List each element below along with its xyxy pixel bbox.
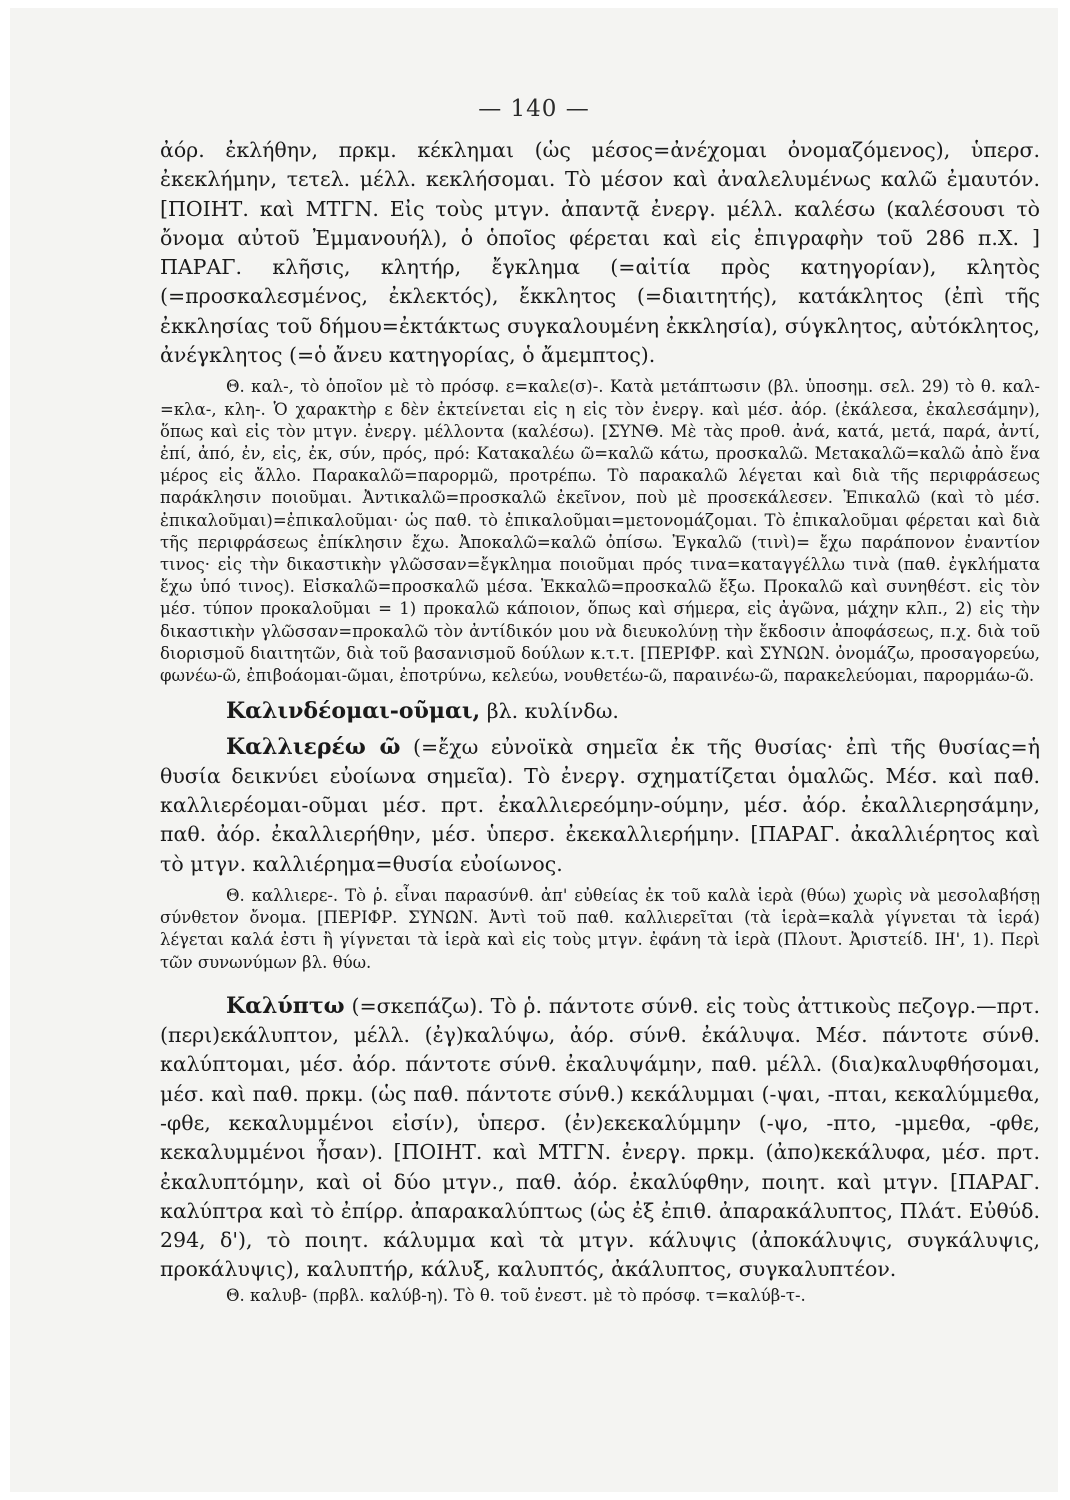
entry-kalindeomai-lemma: Καλινδέομαι-οῦμαι,	[226, 698, 481, 725]
entry-kalo-etymology-paragraph: Θ. καλ-, τὸ ὁποῖον μὲ τὸ πρόσφ. ε=καλε(σ)-. Κατὰ μετάπτωσιν (βλ. ὑποσημ. σελ. 29) τὸ θ. καλ-=κλα-, κλη-. Ὁ χαρακτὴρ ε δὲν ἐκτείνεται εἰς η εἰς τὸν ἐνεργ. καὶ μέσ. ἀόρ. (ἐκάλεσα, ἐκαλεσάμην), ὅπως καὶ εἰς τὸν μτγν. ἐνεργ. μέλλοντα (καλέσω). [ΣΥΝΘ. Μὲ τὰς προθ. ἀνά, κατά, μετά, παρά, ἀντί, ἐπί, ἀπό, ἐν, εἰς, ἐκ, σύν, πρός, πρό: Κατακαλέω ῶ=καλῶ κάτω, προσκαλῶ. Μετακαλῶ=καλῶ ἀπὸ ἕνα μέρος εἰς ἄλλο. Παρακαλῶ=παρορμῶ, προτρέπω. Τὸ παρακαλῶ λέγεται καὶ διὰ τῆς περιφράσεως παράκλησιν ποιοῦμαι. Ἀντικαλῶ=προσκαλῶ ἐκεῖνον, ποὺ μὲ προσεκάλεσεν. Ἐπικαλῶ (καὶ τὸ μέσ. ἐπικαλοῦμαι)=ἐπικαλοῦμαι· ὡς παθ. τὸ ἐπικαλοῦμαι=μετονομάζομαι. Τὸ ἐπικαλοῦμαι φέρεται καὶ διὰ τῆς περιφράσεως ἐπίκλησιν ἔχω. Ἀποκαλῶ=καλῶ ὀπίσω. Ἐγκαλῶ (τινὶ)= ἔχω παράπονον ἐναντίον τινος· εἰς τὴν δικαστικὴν γλῶσσαν=ἔγκλημα ποιοῦμαι πρός τινα=καταγγέλλω τινὰ (παθ. ἐγκλήματα ἔχω ὑπό τινος). Εἰσκαλῶ=προσκαλῶ μέσα. Ἐκκαλῶ=προσκαλῶ ἔξω. Προκαλῶ καὶ συνηθέστ. εἰς τὸν μέσ. τύπον προκαλοῦμαι = 1) προκαλῶ κάποιον, ὅπως καὶ σήμερα, εἰς ἀγῶνα, μάχην κλπ., 2) εἰς τὴν δικαστικὴν γλῶσσαν=προκαλῶ τὸν ἀντίδικόν μου νὰ διευκολύνῃ τὴν ἔκδοσιν ἀποφάσεως, π.χ. διὰ τοῦ διορισμοῦ διαιτητῶν, διὰ τοῦ βασανισμοῦ δούλων κ.τ.τ. [ΠΕΡΙΦΡ. καὶ ΣΥΝΩΝ. ὀνομάζω, προσαγορεύω, φωνέω-ῶ, ἐπιβοάομαι-ῶμαι, ἐποτρύνω, κελεύω, νουθετέω-ῶ, παραινέω-ῶ, παρακελεύομαι, παρορμάω-ῶ.	[160, 377, 1040, 686]
page-number: — 140 —	[478, 96, 590, 122]
entry-kalypto-etymology-paragraph: Θ. καλυβ- (πρβλ. καλύβ-η). Τὸ θ. τοῦ ἐνεστ. μὲ τὸ πρόσφ. τ=καλύβ-τ-.	[226, 1285, 806, 1305]
entry-kalindeomai	[160, 697, 1040, 726]
entry-kalliereo-etymology-paragraph: Θ. καλλιερε-. Τὸ ῥ. εἶναι παρασύνθ. ἀπ' εὐθείας ἐκ τοῦ καλὰ ἱερὰ (θύω) χωρὶς νὰ μεσολαβήσῃ σύνθετον ὄνομα. [ΠΕΡΙΦΡ. ΣΥΝΩΝ. Ἀντὶ τοῦ παθ. καλλιερεῖται (τὰ ἱερὰ=καλὰ γίγνεται τὰ ἱερά) λέγεται καλά ἐστι ἢ γίγνεται τὰ ἱερὰ καὶ εἰς τοὺς μτγν. ἐφάνη τὰ ἱερὰ (Πλουτ. Ἀριστείδ. ΙΗ', 1). Περὶ τῶν συνωνύμων βλ. θύω.	[160, 886, 1040, 972]
entry-kalliereo-text: (=ἔχω εὐνοϊκὰ σημεῖα ἐκ τῆς θυσίας· ἐπὶ τῆς θυσίας=ἡ θυσία δεικνύει εὐοίωνα σημεῖα). Τὸ ἐνεργ. σχηματίζεται ὁμαλῶς. Μέσ. καὶ παθ. καλλιερέομαι-οῦμαι μέσ. πρτ. ἐκαλλιερεόμην-ούμην, μέσ. ἀόρ. ἐκαλλιερησάμην, παθ. ἀόρ. ἐκαλλιερήθην, μέσ. ὑπερσ. ἐκεκαλλιερήμην. [ΠΑΡΑΓ. ἀκαλλιέρητος καὶ τὸ μτγν. καλλιέρημα=θυσία εὐοίωνος.	[160, 734, 1040, 876]
page-body	[160, 136, 1040, 1307]
book-page	[10, 8, 1058, 1492]
entry-kalypto	[160, 992, 1040, 1285]
entry-kalindeomai-text: βλ. κυλίνδω.	[486, 699, 619, 724]
entry-kalypto-text: (=σκεπάζω). Τὸ ῥ. πάντοτε σύνθ. εἰς τοὺς ἀττικοὺς πεζογρ.—πρτ. (περι)εκάλυπτον, μέλλ. (ἐγ)καλύψω, ἀόρ. σύνθ. ἐκάλυψα. Μέσ. πάντοτε σύνθ. καλύπτομαι, μέσ. ἀόρ. πάντοτε σύνθ. ἐκαλυψάμην, παθ. μέλλ. (δια)καλυφθήσομαι, μέσ. καὶ παθ. πρκμ. (ὡς παθ. πάντοτε σύνθ.) κεκάλυμμαι (-ψαι, -πται, κεκαλύμμεθα, -φθε, κεκαλυμμένοι εἰσίν), ὑπερσ. (ἐν)εκεκαλύμμην (-ψο, -πτο, -μμεθα, -φθε, κεκαλυμμένοι ἦσαν). [ΠΟΙΗΤ. καὶ ΜΤΓΝ. ἐνεργ. πρκμ. (ἀπο)κεκάλυφα, μέσ. πρτ. ἐκαλυπτόμην, καὶ οἱ δύο μτγν., παθ. ἀόρ. ἐκαλύφθην, ποιητ. καὶ μτγν. [ΠΑΡΑΓ. καλύπτρα καὶ τὸ ἐπίρρ. ἀπαρακαλύπτως (ὡς ἐξ ἐπιθ. ἀπαρακάλυπτος, Πλάτ. Εὐθύδ. 294, δ'), τὸ ποιητ. κάλυμμα καὶ τὰ μτγν. κάλυψις (ἀποκάλυψις, συγκάλυψις, προκάλυψις), καλυπτήρ, κάλυξ, καλυπτός, ἀκάλυπτος, συγκαλυπτέον.	[160, 993, 1040, 1282]
entry-kalypto-lemma: Καλύπτω	[226, 992, 345, 1019]
entry-kalo-continued-paragraph: ἀόρ. ἐκλήθην, πρκμ. κέκλημαι (ὡς μέσος=ἀνέχομαι ὀνομαζόμενος), ὑπερσ. ἐκεκλήμην, τετελ. μέλλ. κεκλήσομαι. Τὸ μέσον καὶ ἀναλελυμένως καλῶ ἐμαυτόν. [ΠΟΙΗΤ. καὶ ΜΤΓΝ. Εἰς τοὺς μτγν. ἀπαντᾷ ἐνεργ. μέλλ. καλέσω (καλέσουσι τὸ ὄνομα αὐτοῦ Ἐμμανουήλ), ὁ ὁποῖος φέρεται καὶ εἰς ἐπιγραφὴν τοῦ 286 π.Χ. ] ΠΑΡΑΓ. κλῆσις, κλητήρ, ἔγκλημα (=αἰτία πρὸς κατηγορίαν), κλητὸς (=προσκαλεσμένος, ἐκλεκτός), ἔκκλητος (=διαιτητής), κατάκλητος (ἐπὶ τῆς ἐκκλησίας τοῦ δήμου=ἐκτάκτως συγκαλουμένη ἐκκλησία), σύγκλητος, αὐτόκλητος, ἀνέγκλητος (=ὁ ἄνευ κατηγορίας, ὁ ἄμεμπτος).	[160, 138, 1040, 368]
entry-kalliereo	[160, 733, 1040, 879]
entry-kalliereo-lemma: Καλλιερέω ῶ	[226, 733, 401, 760]
